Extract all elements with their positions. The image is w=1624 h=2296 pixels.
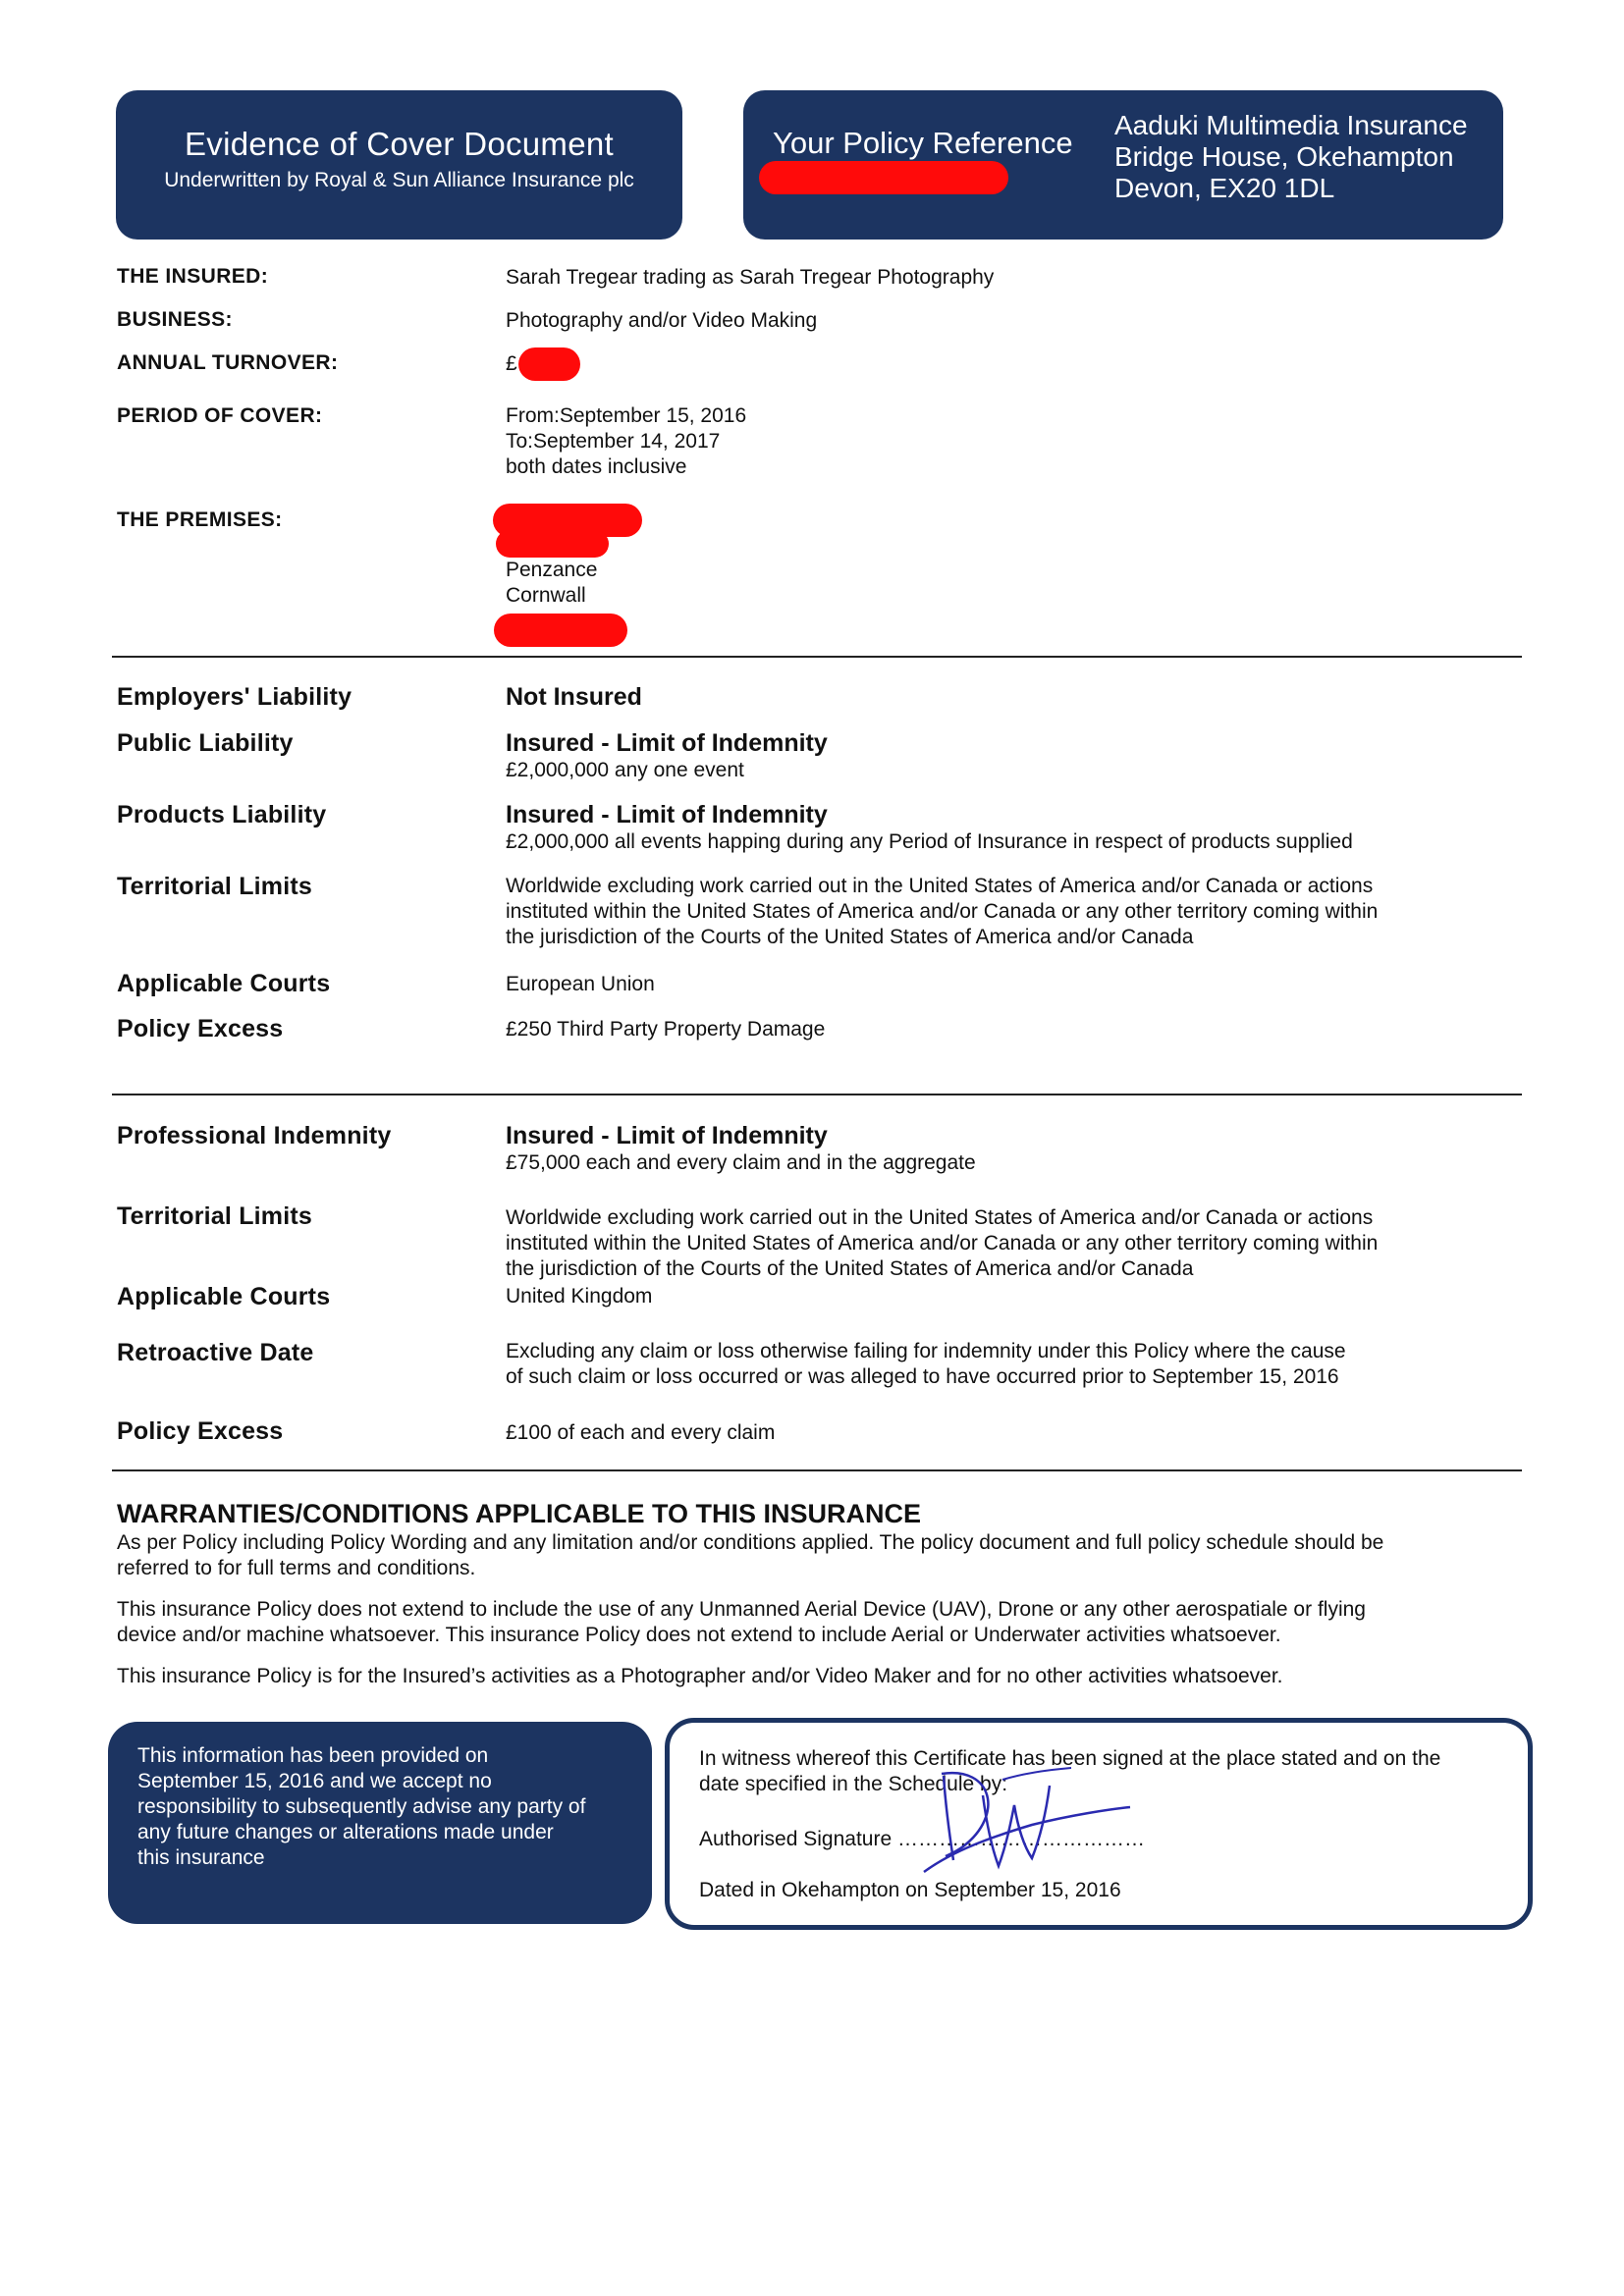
paragraph-line: referred to for full terms and conditions. <box>117 1557 476 1579</box>
pi-applicable-courts-value: United Kingdom <box>506 1285 653 1308</box>
territorial-line: Worldwide excluding work carried out in the United States of America and/or Canada or actions <box>506 1206 1374 1229</box>
divider <box>112 656 1522 658</box>
witness-signature-box <box>665 1718 1533 1930</box>
territorial-line: instituted within the United States of America and/or Canada or any other territory coming within <box>506 900 1379 923</box>
policy-reference-label: Your Policy Reference <box>773 126 1073 160</box>
period-from: From:September 15, 2016 <box>506 404 747 427</box>
policy-reference-box <box>743 90 1503 240</box>
underwriter-subtitle: Underwritten by Royal & Sun Alliance Insurance plc <box>164 169 634 191</box>
premises-town: Penzance <box>506 559 598 581</box>
witness-line: date specified in the Schedule by: <box>699 1773 1008 1795</box>
witness-line: In witness whereof this Certificate has been signed at the place stated and on the <box>699 1747 1441 1770</box>
notice-line: September 15, 2016 and we accept no <box>137 1770 492 1792</box>
turnover-redaction <box>518 347 580 381</box>
divider <box>112 1094 1522 1095</box>
policy-excess-value: £250 Third Party Property Damage <box>506 1018 826 1041</box>
warranties-paragraph-2 <box>117 1597 1491 1648</box>
document-title: Evidence of Cover Document <box>184 126 614 162</box>
territorial-line: the jurisdiction of the Courts of the United States of America and/or Canada <box>506 1257 1194 1280</box>
insured-value: Sarah Tregear trading as Sarah Tregear Photography <box>506 266 995 289</box>
business-value: Photography and/or Video Making <box>506 309 818 332</box>
territorial-limits-label: Territorial Limits <box>117 873 313 900</box>
premises-postcode-redaction <box>494 614 627 647</box>
applicable-courts-label: Applicable Courts <box>117 970 331 997</box>
paragraph-line: This insurance Policy does not extend to include the use of any Unmanned Aerial Device (UAV), Drone or any other aerospatiale or flying <box>117 1598 1366 1621</box>
premises-label: THE PREMISES: <box>117 508 283 531</box>
policy-excess-label: Policy Excess <box>117 1015 284 1042</box>
public-liability-detail: £2,000,000 any one event <box>506 759 744 781</box>
warranties-paragraph-3: This insurance Policy is for the Insured’s activities as a Photographer and/or Video Maker and for no other activities whatsoever. <box>117 1665 1283 1687</box>
professional-indemnity-value: Insured - Limit of Indemnity <box>506 1122 828 1149</box>
pi-applicable-courts-label: Applicable Courts <box>117 1283 331 1310</box>
pi-policy-excess-value: £100 of each and every claim <box>506 1421 776 1444</box>
insurer-address <box>1114 110 1468 204</box>
period-label: PERIOD OF COVER: <box>117 404 323 427</box>
divider <box>112 1469 1522 1471</box>
notice-line: this insurance <box>137 1846 265 1869</box>
cover-title-box <box>116 90 682 240</box>
products-liability-label: Products Liability <box>117 801 327 828</box>
employers-liability-value: Not Insured <box>506 683 642 711</box>
territorial-line: Worldwide excluding work carried out in the United States of America and/or Canada or actions <box>506 875 1374 897</box>
authorised-signature-label: Authorised Signature ……………………………… <box>699 1828 1145 1850</box>
turnover-currency: £ <box>506 352 517 375</box>
public-liability-block <box>506 728 828 783</box>
employers-liability-label: Employers' Liability <box>117 683 352 711</box>
notice-line: responsibility to subsequently advise any party of <box>137 1795 586 1818</box>
retro-line: of such claim or loss occurred or was alleged to have occurred prior to September 15, 2016 <box>506 1365 1339 1388</box>
premises-redaction-line2 <box>496 530 609 558</box>
public-liability-value: Insured - Limit of Indemnity <box>506 729 828 757</box>
paragraph-line: device and/or machine whatsoever. This insurance Policy does not extend to include Aerial or Underwater activities whatsoever. <box>117 1624 1281 1646</box>
retroactive-date-label: Retroactive Date <box>117 1339 314 1366</box>
warranties-heading: WARRANTIES/CONDITIONS APPLICABLE TO THIS INSURANCE <box>117 1499 922 1528</box>
premises-lines <box>506 558 597 609</box>
pi-policy-excess-label: Policy Excess <box>117 1417 284 1445</box>
policy-reference-redaction <box>759 161 1008 194</box>
warranties-paragraph-1 <box>117 1530 1491 1581</box>
professional-indemnity-block <box>506 1121 976 1176</box>
business-label: BUSINESS: <box>117 308 233 331</box>
retroactive-date-text <box>506 1339 1346 1390</box>
period-to: To:September 14, 2017 <box>506 430 721 453</box>
applicable-courts-value: European Union <box>506 973 655 995</box>
products-liability-block <box>506 800 1353 855</box>
dated-line: Dated in Okehampton on September 15, 2016 <box>699 1879 1121 1901</box>
period-note: both dates inclusive <box>506 455 687 478</box>
territorial-limits-text <box>506 874 1378 950</box>
territorial-line: instituted within the United States of America and/or Canada or any other territory coming within <box>506 1232 1379 1255</box>
insured-label: THE INSURED: <box>117 265 269 288</box>
insurer-name: Aaduki Multimedia Insurance <box>1114 110 1468 140</box>
information-notice-box <box>108 1722 652 1924</box>
insurer-street: Bridge House, Okehampton <box>1114 141 1454 172</box>
premises-county: Cornwall <box>506 584 586 607</box>
retro-line: Excluding any claim or loss otherwise failing for indemnity under this Policy where the cause <box>506 1340 1346 1362</box>
insurer-region: Devon, EX20 1DL <box>1114 173 1335 203</box>
products-liability-detail: £2,000,000 all events happing during any Period of Insurance in respect of products supplied <box>506 830 1353 853</box>
paragraph-line: As per Policy including Policy Wording and any limitation and/or conditions applied. The policy document and full policy schedule should be <box>117 1531 1384 1554</box>
pi-territorial-limits-text <box>506 1205 1378 1282</box>
notice-line: any future changes or alterations made under <box>137 1821 554 1843</box>
notice-line: This information has been provided on <box>137 1744 489 1767</box>
turnover-label: ANNUAL TURNOVER: <box>117 351 339 374</box>
products-liability-value: Insured - Limit of Indemnity <box>506 801 828 828</box>
professional-indemnity-label: Professional Indemnity <box>117 1122 392 1149</box>
handwritten-signature <box>885 1756 1140 1884</box>
period-values <box>506 403 746 480</box>
public-liability-label: Public Liability <box>117 729 294 757</box>
territorial-line: the jurisdiction of the Courts of the United States of America and/or Canada <box>506 926 1194 948</box>
information-notice-text <box>137 1743 633 1871</box>
professional-indemnity-detail: £75,000 each and every claim and in the aggregate <box>506 1151 976 1174</box>
pi-territorial-limits-label: Territorial Limits <box>117 1202 313 1230</box>
